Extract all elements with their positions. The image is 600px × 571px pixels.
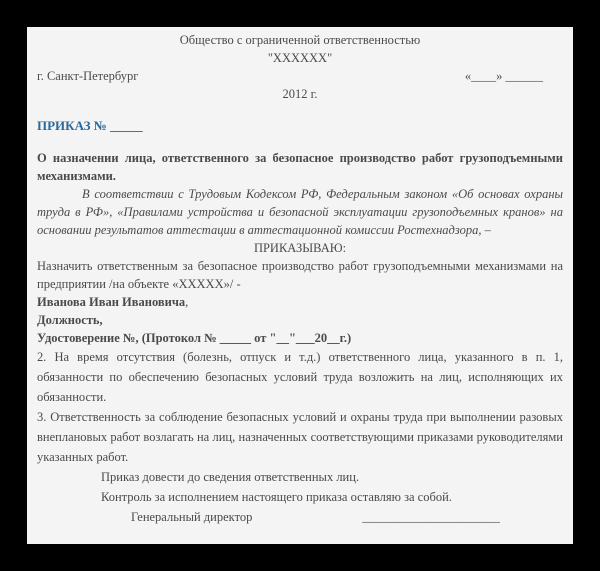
person-position: Должность, bbox=[37, 313, 103, 327]
order-item-3: 3. Ответственность за соблюдение безопасных условий и охраны труда при выполнении разовых внеплановых работ возлагать на лиц, назначенных соответствующими приказами руководителями указанных работ. bbox=[37, 410, 563, 464]
year: 2012 г. bbox=[282, 87, 318, 101]
signature-line: ______________________ bbox=[362, 510, 500, 524]
signer-title: Генеральный директор bbox=[131, 510, 253, 524]
order-title: ПРИКАЗ № _____ bbox=[37, 118, 143, 133]
organization-name: "XXXXXX" bbox=[267, 51, 333, 65]
order-subject: О назначении лица, ответственного за безопасное производство работ грузоподъемными механизмами. bbox=[37, 151, 563, 183]
organization-line: Общество с ограниченной ответственностью bbox=[179, 33, 421, 47]
city: г. Санкт-Петербург bbox=[37, 69, 139, 83]
date-blank: «____» ______ bbox=[464, 69, 543, 83]
notify-line: Приказ довести до сведения ответственных лиц. bbox=[101, 470, 360, 484]
order-preamble: В соответствии с Трудовым Кодексом РФ, Федеральным законом «Об основах охраны труда в РФ», «Правилами устройства и безопасной эксплуатации грузоподъемных кранов» на основании результатов аттестации в аттестационной комиссии Ростехнадзора, – bbox=[37, 187, 563, 237]
control-line: Контроль за исполнением настоящего приказа оставляю за собой. bbox=[101, 490, 452, 504]
order-item-1: Назначить ответственным за безопасное производство работ грузоподъемными механизмами на предприятии /на объекте «XXXXX»/ - bbox=[37, 259, 563, 291]
document-page bbox=[27, 27, 573, 544]
signature-row bbox=[37, 507, 563, 527]
city-date-row bbox=[37, 67, 563, 85]
person-certificate: Удостоверение №, (Протокол № _____ от "__"___20__г.) bbox=[37, 331, 352, 345]
responsible-person bbox=[37, 293, 563, 311]
order-item-2: 2. На время отсутствия (болезнь, отпуск и т.д.) ответственного лица, указанного в п. 1, обязанности по обеспечению безопасных условий труда возложить на лиц, исполняющих их обязанности. bbox=[37, 350, 563, 404]
decree-word: ПРИКАЗЫВАЮ: bbox=[253, 241, 347, 255]
person-name: Иванова Иван Ивановича bbox=[37, 295, 186, 309]
person-name-suffix: , bbox=[185, 295, 189, 309]
